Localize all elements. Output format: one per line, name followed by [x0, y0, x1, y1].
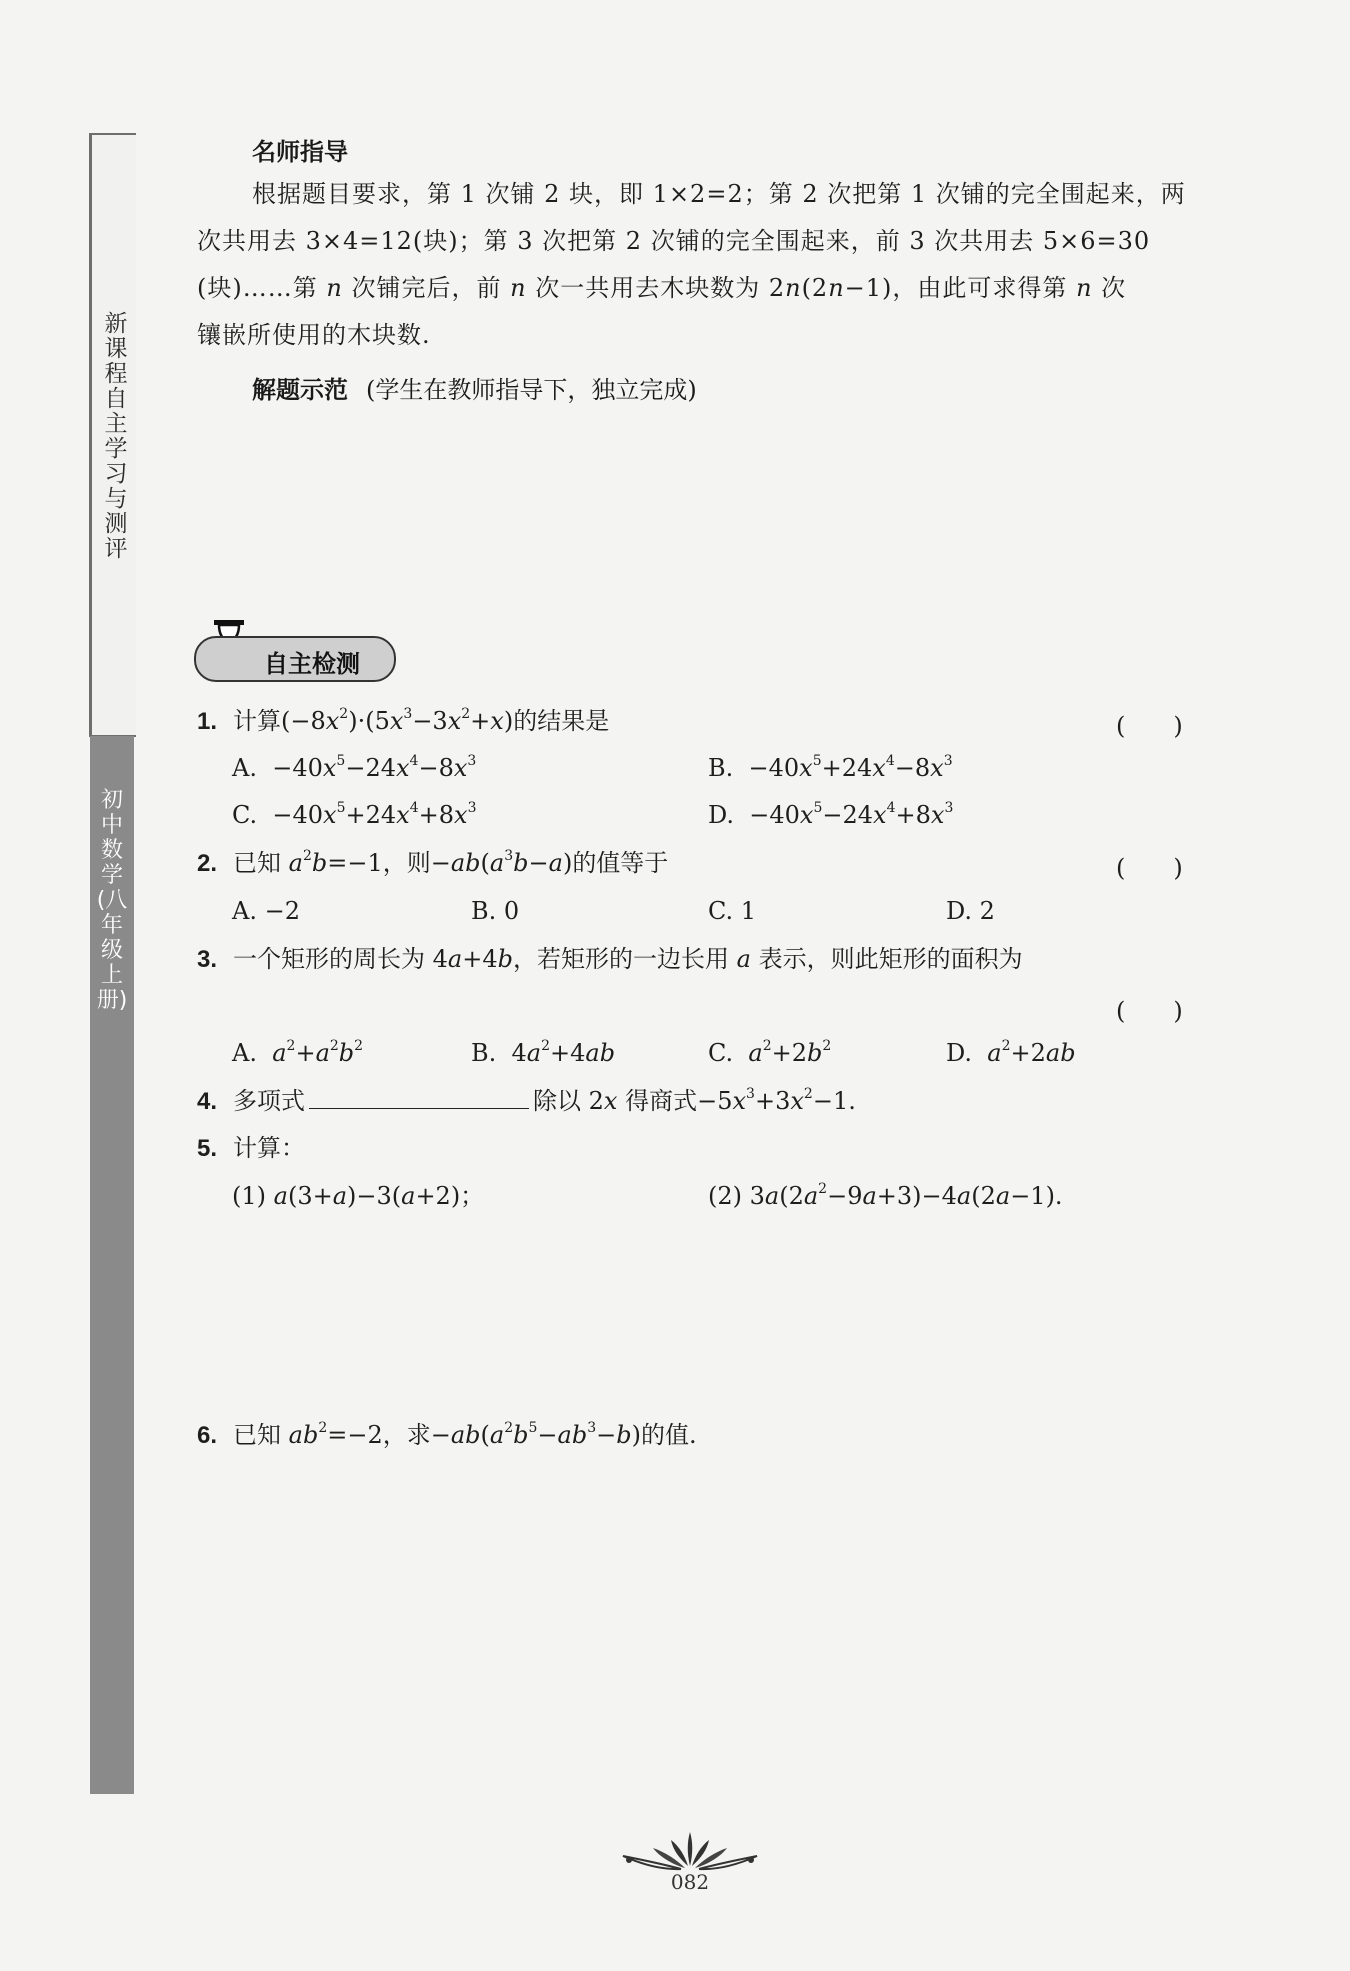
q1-option-d: D. $-40x^5-24x^4+8x^3$ — [708, 800, 954, 829]
q2-option-a: A. −2 — [232, 897, 300, 925]
floral-ornament-icon — [615, 1830, 765, 1872]
guide-paragraph: 根据题目要求，第 1 次铺 2 块，即 1×2=2；第 2 次把第 1 次铺的完全围起来，两 次共用去 3×4=12(块)；第 3 次把第 2 次铺的完全围起来，前 3 次共用去 5×6=30 (块)……第 n 次铺完后，前 n 次一共用去木块数为 2n(2n−1)，由此可求得第 n 次 镶嵌所使用的木块数. — [197, 180, 1186, 349]
grade-title: 初中数学(八年级上册) — [96, 788, 128, 1013]
series-title: 新课程自主学习与测评 — [104, 311, 128, 562]
q1-option-a: A. $-40x^5-24x^4-8x^3$ — [232, 753, 477, 782]
solution-note: (学生在教师指导下，独立完成) — [366, 376, 697, 404]
q1-option-c: C. $-40x^5+24x^4+8x^3$ — [232, 800, 477, 829]
q5-part-2: (2) $3a(2a^2-9a+3)-4a(2a-1)$. — [708, 1181, 1063, 1210]
solution-heading: 解题示范 (学生在教师指导下，独立完成) — [252, 376, 697, 404]
section-badge — [194, 636, 396, 682]
q2-option-b: B. 0 — [471, 897, 520, 925]
q1-option-b: B. $-40x^5+24x^4-8x^3$ — [708, 753, 953, 782]
question-6: 6. 已知 $ab^2=-2$，求$-ab(a^2b^5-ab^3-b)$的值. — [197, 1420, 697, 1449]
answer-blank[interactable] — [309, 1086, 529, 1109]
guide-heading: 名师指导 — [252, 138, 348, 166]
q3-option-c: C. $a^2+2b^2$ — [708, 1038, 832, 1067]
q3-option-b: B. $4a^2+4ab$ — [471, 1038, 616, 1067]
question-3: 3. 一个矩形的周长为 4a+4b，若矩形的一边长用 a 表示，则此矩形的面积为 — [197, 945, 1023, 973]
q3-option-d: D. $a^2+2ab$ — [946, 1038, 1076, 1067]
question-5: 5. 计算： — [197, 1134, 305, 1162]
q2-option-d: D. 2 — [946, 897, 995, 925]
page-number: 082 — [670, 1870, 710, 1894]
question-2: 2. 已知 $a^2b=-1$，则$-ab(a^3b-a)$的值等于 — [197, 848, 669, 877]
q2-option-c: C. 1 — [708, 897, 757, 925]
q3-option-a: A. $a^2+a^2b^2$ — [232, 1038, 364, 1067]
section-title: 自主检测 — [264, 650, 360, 678]
q5-part-1: (1) a(3+a)−3(a+2)； — [232, 1182, 485, 1210]
answer-bracket-2: ( ) — [1116, 854, 1183, 882]
answer-bracket-3: ( ) — [1116, 997, 1183, 1025]
question-1: 1. 计算$(-8x^2)\cdot(5x^3-3x^2+x)$的结果是 — [197, 706, 610, 735]
question-4: 4. 多项式 除以 2x 得商式$-5x^3+3x^2-1$. — [197, 1086, 856, 1115]
answer-bracket-1: ( ) — [1116, 712, 1183, 740]
